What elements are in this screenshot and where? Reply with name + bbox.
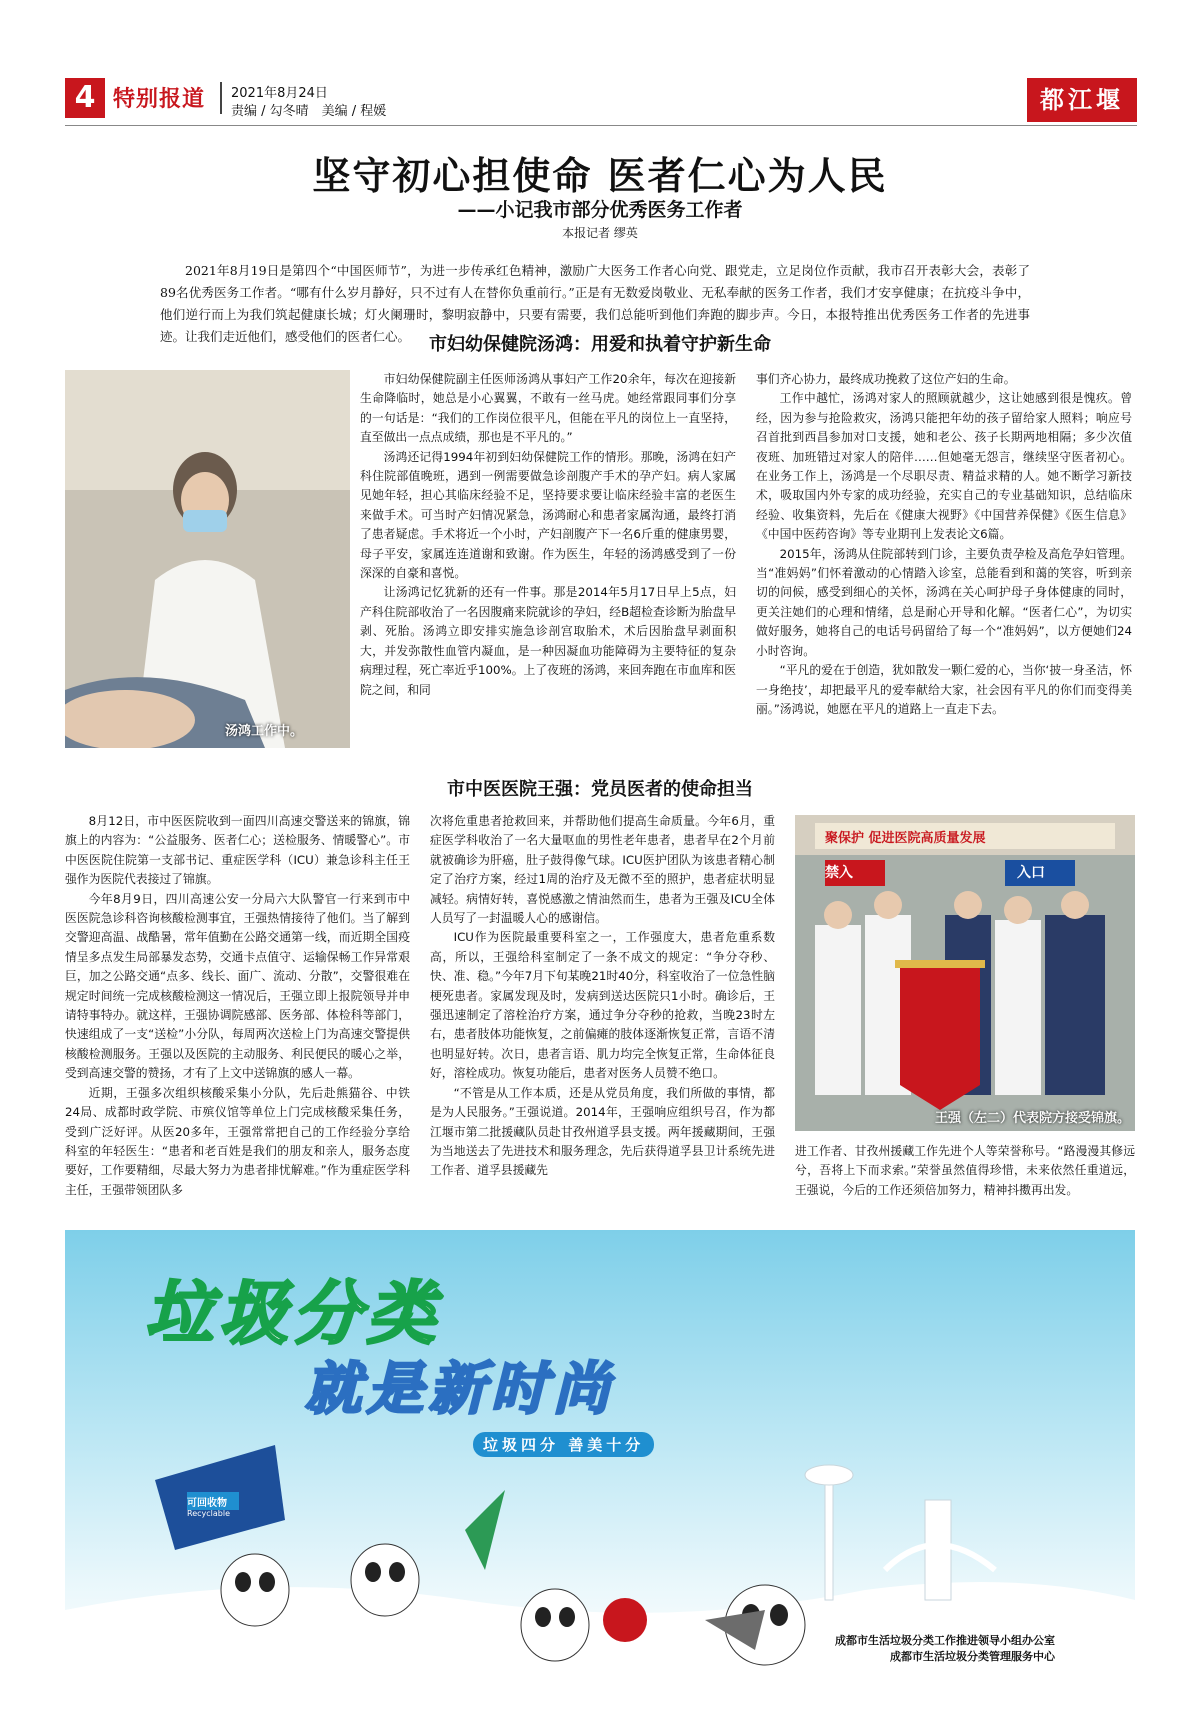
recyclable-label: 可回收物 — [187, 1498, 227, 1509]
section1-column3 — [756, 370, 1132, 750]
article-title: 坚守初心担使命 医者仁心为人民 — [312, 153, 888, 198]
header-rule — [65, 125, 1137, 126]
photo-caption: 汤鸿工作中。 — [225, 724, 304, 739]
paragraph: 近期，王强多次组织核酸采集小分队，先后赴熊猫谷、中铁24局、成都时政学院、市殡仪馆等单位上门完成核酸采集任务，受到广泛好评。从医20多年，王强常常把自己的工作经验分享给科室的年轻医生：“患者和老百姓是我们的朋友和亲人，服务态度要好，工作要精细，尽最大努力为患者排忧解难。”作为重症医学科主任，王强带领团队多 — [65, 1085, 410, 1197]
lead-paragraph: 2021年8月19日是第四个“中国医师节”，为进一步传承红色精神，激励广大医务工作者心向党、跟党走，立足岗位作贡献，我市召开表彰大会，表彰了89名优秀医务工作者。“哪有什么岁月静好，只不过有人在替你负重前行。”正是有无数爱岗敬业、无私奉献的医务工作者，我们才安享健康；在抗疫斗争中，他们逆行而上为我们筑起健康长城；灯火阑珊时，黎明寂静中，只要有需要，我们总能听到他们奔跑的脚步声。今日，本报特推出优秀医务工作者的先进事迹。让我们走近他们，感受他们的医者仁心。 — [160, 263, 1030, 344]
photo-illustration — [65, 370, 350, 748]
sign-no-entry: 禁入 — [825, 865, 853, 881]
ad-sponsor — [835, 1632, 1055, 1664]
section2-column3 — [795, 1142, 1135, 1222]
garbage-sorting-ad — [65, 1230, 1135, 1670]
paragraph: “不管是从工作本质，还是从党员角度，我们所做的事情，都是为人民服务。”王强说道。2014年，王强响应组织号召，作为都江堰市第二批援藏队员赴甘孜州道孚县支援。两年援藏期间，王强为当地送去了先进技术和服务理念，先后获得道孚县卫计系统先进工作者、道孚县援藏先 — [430, 1085, 775, 1178]
paragraph: 次将危重患者抢救回来，并帮助他们提高生命质量。今年6月，重症医学科收治了一名大量呕血的男性老年患者，患者早在2个月前就被确诊为肝癌，肚子鼓得像气球。ICU医护团队为该患者精心制定了治疗方案，经过1周的治疗及无微不至的照护，患者症状明显减轻。病情好转，喜悦感激之情油然而生，患者为王强及ICU全体人员写了一封温暖人心的感谢信。 — [430, 814, 775, 926]
article-subtitle: ——小记我市部分优秀医务工作者 — [457, 199, 743, 221]
photo-tanghong — [65, 370, 350, 748]
paragraph: “平凡的爱在于创造，犹如散发一颗仁爱的心，当你‘披一身圣洁，怀一身绝技’，却把最平凡的爱奉献给大家，社会因有平凡的你们而变得美丽。”汤鸿说，她愿在平凡的道路上一直走下去。 — [756, 663, 1132, 716]
page-header — [65, 78, 1137, 158]
paragraph: 让汤鸿记忆犹新的还有一件事。那是2014年5月17日早上5点，妇产科住院部收治了一名因腹痛来院就诊的孕妇，经B超检查诊断为胎盘早剥、死胎。汤鸿立即安排实施急诊剖宫取胎术，术后因胎盘早剥面积大，并发弥散性血管内凝血，是一种因凝血功能障碍为主要特征的复杂病理过程，死亡率近乎100%。上了夜班的汤鸿，来回奔跑在市血库和医院之间，和同 — [360, 585, 736, 697]
sponsor-line-2: 成都市生活垃圾分类管理服务中心 — [890, 1650, 1055, 1663]
masthead-logo: 都江堰報 — [1027, 78, 1137, 122]
paragraph: 市妇幼保健院副主任医师汤鸿从事妇产工作20余年，每次在迎接新生命降临时，她总是小心翼翼，不敢有一丝马虎。她经常跟同事们分享的一句话是：“我们的工作岗位很平凡，但能在平凡的岗位上一直坚持，直至做出一点点成绩，那也是不平凡的。” — [360, 372, 736, 445]
section-name: 特别报道 — [113, 87, 206, 112]
section1-heading: 市妇幼保健院汤鸿：用爱和执着守护新生命 — [429, 334, 771, 355]
issue-date: 2021年8月24日 — [231, 86, 328, 101]
sponsor-line-1: 成都市生活垃圾分类工作推进领导小组办公室 — [835, 1634, 1055, 1647]
ad-headline-1: 垃圾分类 — [145, 1275, 442, 1354]
ad-slogan: 垃圾四分 善美十分 — [473, 1432, 654, 1457]
paragraph: 事们齐心协力，最终成功挽救了这位产妇的生命。 — [756, 372, 1016, 386]
paragraph: 工作中越忙，汤鸿对家人的照顾就越少，这让她感到很是愧疚。曾经，因为参与抢险救灾，汤鸿只能把年幼的孩子留给家人照料；响应号召首批到西昌参加对口支援，她和老公、孩子长期两地相隔；多少次值夜班、加班错过对家人的陪伴……但她毫无怨言，继续坚守医者初心。在业务工作上，汤鸿是一个尽职尽责、精益求精的人。她不断学习新技术，吸取国内外专家的成功经验，充实自己的专业基础知识，总结临床经验、收集资料，先后在《健康大视野》《中国营养保健》《医生信息》《中国中医药咨询》等专业期刊上发表论文6篇。 — [756, 391, 1132, 542]
section2-column1 — [65, 812, 410, 1220]
section2-heading: 市中医医院王强：党员医者的使命担当 — [447, 779, 753, 800]
paragraph: 进工作者、甘孜州援藏工作先进个人等荣誉称号。“路漫漫其修远兮，吾将上下而求索。”荣誉虽然值得珍惜，未来依然任重道远，王强说，今后的工作还须倍加努力，精神抖擞再出发。 — [795, 1144, 1135, 1197]
paragraph: 汤鸿还记得1994年初到妇幼保健院工作的情形。那晚，汤鸿在妇产科住院部值晚班，遇到一例需要做急诊剖腹产手术的孕产妇。病人家属见她年轻，担心其临床经验不足，坚持要求要让临床经验丰富的老医生来做手术。可当时产妇情况紧急，汤鸿耐心和患者家属沟通，最终打消了患者疑虑。手术将近一个小时，产妇剖腹产下一名6斤重的健康男婴，母子平安，家属连连道谢和致谢。作为医生，年轻的汤鸿感受到了一份深深的自豪和喜悦。 — [360, 449, 736, 581]
recyclable-sublabel: Recyclable — [187, 1509, 230, 1518]
paragraph: 2015年，汤鸿从住院部转到门诊，主要负责孕检及高危孕妇管理。当“准妈妈”们怀着激动的心情踏入诊室，总能看到和蔼的笑容，听到亲切的问候，感受到细心的关怀，汤鸿在关心呵护母子身体健康的同时，更关注她们的心理和情绪，总是耐心开导和化解。“医者仁心”，为切实做好服务，她将自己的电话号码留给了每一个“准妈妈”，以方便她们24小时咨询。 — [756, 546, 1132, 658]
section2-column2 — [430, 812, 775, 1220]
paragraph: ICU作为医院最重要科室之一，工作强度大，患者危重系数高，所以，王强给科室制定了一条不成文的规定：“争分夺秒、快、准、稳。”今年7月下旬某晚21时40分，科室收治了一位急性脑梗死患者。家属发现及时，发病到送达医院只1小时。确诊后，王强迅速制定了溶栓治疗方案，通过争分夺秒的抢救，当晚23时左右，患者肢体功能恢复，之前偏瘫的肢体逐渐恢复正常，言语不清也明显好转。次日，患者言语、肌力均完全恢复正常，生命体征良好，溶栓成功。恢复功能后，患者对医务人员赞不绝口。 — [430, 930, 775, 1081]
photo-wall-banner: 聚保护 促进医院高质量发展 — [825, 831, 986, 846]
byline: 本报记者 缪英 — [562, 226, 638, 240]
photo-caption: 王强（左二）代表院方接受锦旗。 — [935, 1111, 1131, 1126]
header-divider — [220, 82, 222, 114]
page-number: 4 — [65, 78, 105, 118]
editors: 责编 / 勾冬晴 美编 / 程媛 — [231, 104, 387, 119]
ad-headline-2: 就是新时尚 — [305, 1357, 615, 1422]
paragraph: 今年8月9日，四川高速公安一分局六大队警官一行来到市中医医院急诊科咨询核酸检测事宜，王强热情接待了他们。当了解到交警迎高温、战酷暑，常年值勤在公路交通第一线，而近期全国疫情呈多点发生局部暴发态势，交通卡点值守、运输保畅工作异常艰巨，加之公路交通“点多、线长、面广、流动、分散”，交警很难在规定时间统一完成核酸检测这一情况后，王强立即上报院领导并申请特事特办。就这样，王强协调院感部、医务部、体检科等部门，快速组成了一支“送检”小分队，每周两次送检上门为高速交警提供核酸检测服务。王强以及医院的主动服务、利民便民的暖心之举，受到高速交警的赞扬，才有了上文中送锦旗的感人一幕。 — [65, 891, 410, 1081]
sign-entrance: 入口 — [1017, 865, 1045, 881]
section1-column2 — [360, 370, 736, 750]
photo-wangqiang — [795, 815, 1135, 1131]
paragraph: 8月12日，市中医医院收到一面四川高速交警送来的锦旗，锦旗上的内容为：“公益服务、医者仁心；送检服务、情暖警心”。市中医医院住院第一支部书记、重症医学科（ICU）兼急诊科主任王强作为医院代表接过了锦旗。 — [65, 814, 410, 887]
